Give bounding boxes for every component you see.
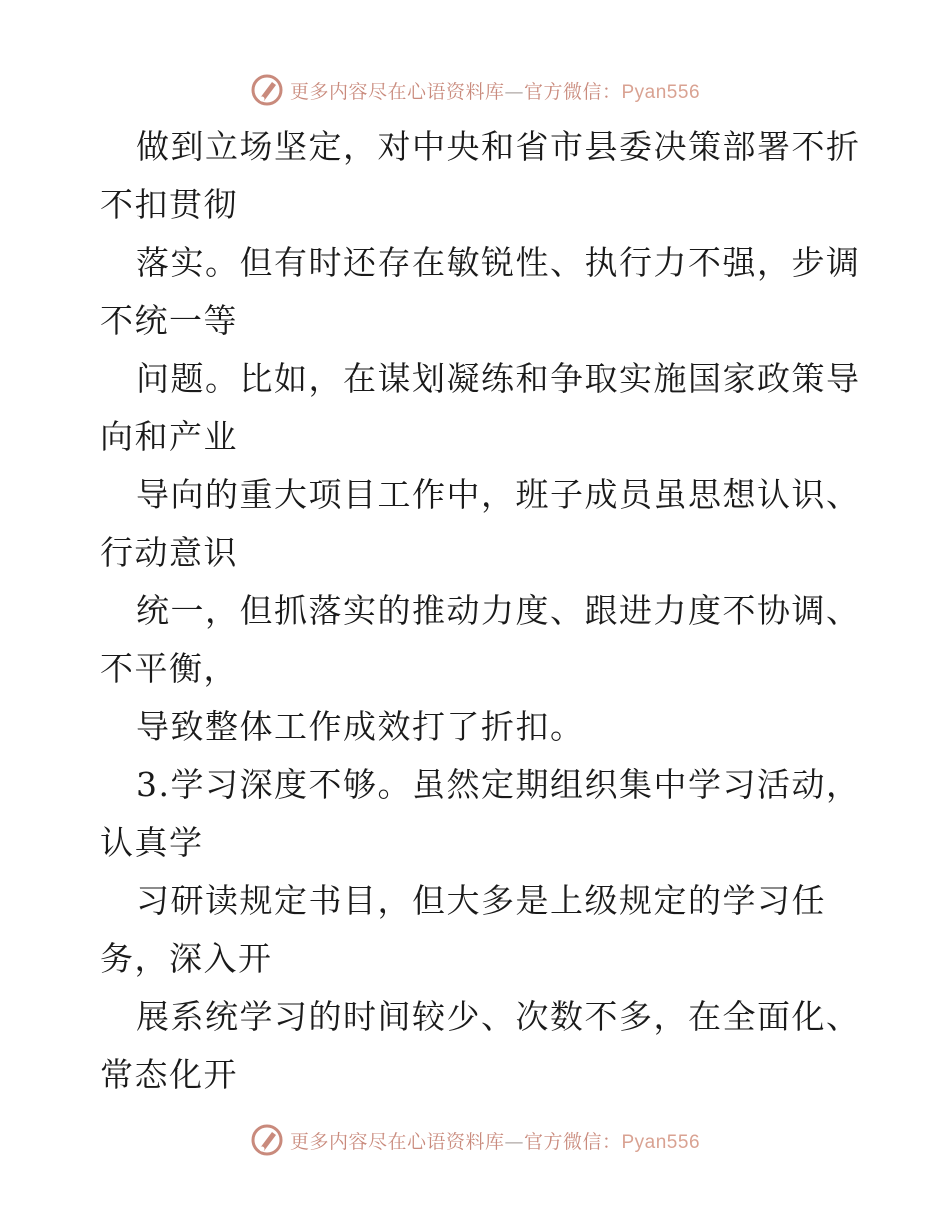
text-line: 务，深入开	[100, 939, 273, 978]
pen-logo-icon	[250, 1123, 284, 1157]
text-line: 导向的重大项目工作中，班子成员虽思想认识、	[136, 475, 861, 514]
text-line: 导致整体工作成效打了折扣。	[136, 707, 585, 746]
text-line: 展系统学习的时间较少、次数不多，在全面化、	[136, 997, 861, 1036]
footer-watermark	[0, 1120, 950, 1160]
document-body	[100, 118, 860, 1104]
text-line: 问题。比如，在谋划凝练和争取实施国家政策导	[136, 359, 861, 398]
text-line: 3.学习深度不够。虽然定期组织集中学习活动，	[136, 765, 861, 804]
text-line: 不扣贯彻	[100, 185, 238, 224]
watermark-text: 更多内容尽在心语资料库—官方微信：Pyan556	[289, 1130, 701, 1153]
pen-logo-icon	[250, 73, 284, 107]
text-line: 习研读规定书目，但大多是上级规定的学习任	[136, 881, 826, 920]
text-line: 做到立场坚定，对中央和省市县委决策部署不折	[136, 127, 861, 166]
watermark-text: 更多内容尽在心语资料库—官方微信：Pyan556	[289, 80, 701, 103]
text-line: 常态化开	[100, 1055, 238, 1094]
text-line: 不平衡，	[100, 649, 238, 688]
text-line: 统一，但抓落实的推动力度、跟进力度不协调、	[136, 591, 861, 630]
text-line: 落实。但有时还存在敏锐性、执行力不强，步调	[136, 243, 861, 282]
text-line: 不统一等	[100, 301, 238, 340]
header-watermark	[0, 70, 950, 110]
text-line: 向和产业	[100, 417, 238, 456]
text-line: 认真学	[100, 823, 204, 862]
text-line: 行动意识	[100, 533, 238, 572]
